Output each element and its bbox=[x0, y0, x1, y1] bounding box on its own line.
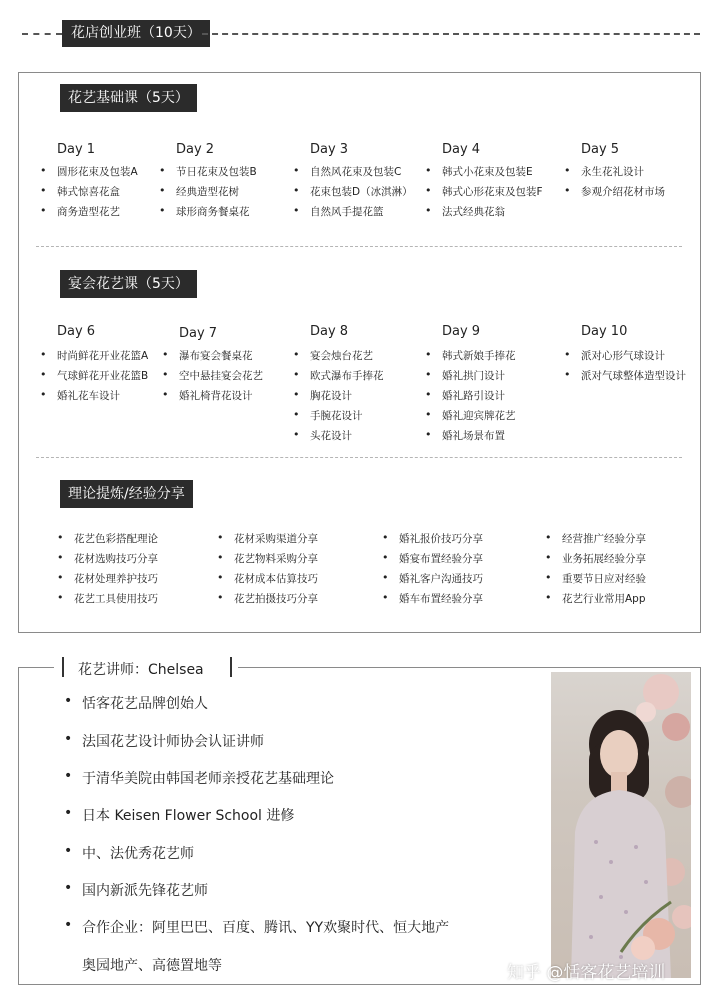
course-item: • 圆形花束及包装A bbox=[57, 164, 138, 179]
theory-item: • 花材成本估算技巧 bbox=[234, 571, 318, 586]
theory-item: • 经营推广经验分享 bbox=[562, 531, 646, 546]
watermark: 知乎 @恬客花艺培训 bbox=[507, 963, 666, 983]
bullet-icon: • bbox=[64, 693, 73, 709]
course-item: • 空中悬挂宴会花艺 bbox=[179, 368, 263, 383]
course-item: • 宴会烛台花艺 bbox=[310, 348, 373, 363]
theory-item: • 花艺拍摄技巧分享 bbox=[234, 591, 318, 606]
course-item: • 婚礼路引设计 bbox=[442, 388, 505, 403]
course-item: • 自然风花束及包装C bbox=[310, 164, 401, 179]
instructor-credential: 国内新派先锋花艺师 bbox=[82, 883, 208, 899]
course-item: • 韩式惊喜花盒 bbox=[57, 184, 120, 199]
course-item: • 球形商务餐桌花 bbox=[176, 204, 250, 219]
bullet-icon: • bbox=[64, 880, 73, 896]
bullet-icon: • bbox=[64, 843, 73, 859]
instructor-credential: 奥园地产、高德置地等 bbox=[82, 958, 222, 974]
bullet-icon: • bbox=[64, 768, 73, 784]
theory-item: • 重要节日应对经验 bbox=[562, 571, 646, 586]
header-divider-right bbox=[202, 33, 700, 35]
instructor-credential: 法国花艺设计师协会认证讲师 bbox=[82, 734, 264, 750]
section-label-banquet: 宴会花艺课（5天） bbox=[60, 270, 197, 298]
day-title: Day 5 bbox=[581, 142, 620, 157]
day-title: Day 10 bbox=[581, 324, 628, 339]
theory-item: • 业务拓展经验分享 bbox=[562, 551, 646, 566]
theory-item: • 婚礼客户沟通技巧 bbox=[399, 571, 483, 586]
day-title: Day 2 bbox=[176, 142, 215, 157]
instructor-credential: 合作企业：阿里巴巴、百度、腾讯、YY欢聚时代、恒大地产 bbox=[82, 920, 450, 936]
day-title: Day 8 bbox=[310, 324, 349, 339]
instructor-credential: 中、法优秀花艺师 bbox=[82, 846, 194, 862]
theory-item: • 婚礼报价技巧分享 bbox=[399, 531, 483, 546]
theory-item: • 花艺物料采购分享 bbox=[234, 551, 318, 566]
theory-item: • 花艺色彩搭配理论 bbox=[74, 531, 158, 546]
day-title: Day 3 bbox=[310, 142, 349, 157]
course-item: • 婚礼椅背花设计 bbox=[179, 388, 253, 403]
instructor-photo bbox=[551, 672, 691, 978]
instructor-credential: 日本 Keisen Flower School 进修 bbox=[82, 808, 295, 824]
title-bar-right bbox=[230, 657, 232, 677]
title-bar-left bbox=[62, 657, 64, 677]
section-separator bbox=[36, 246, 682, 247]
section-label-theory: 理论提炼/经验分享 bbox=[60, 480, 193, 508]
bullet-icon: • bbox=[64, 917, 73, 933]
course-item: • 节日花束及包装B bbox=[176, 164, 257, 179]
day-title: Day 1 bbox=[57, 142, 96, 157]
course-item: • 气球鲜花开业花篮B bbox=[57, 368, 148, 383]
course-item: • 自然风手提花篮 bbox=[310, 204, 384, 219]
bullet-icon: • bbox=[64, 731, 73, 747]
course-item: • 瀑布宴会餐桌花 bbox=[179, 348, 253, 363]
course-item: • 花束包装D（冰淇淋） bbox=[310, 184, 413, 199]
course-item: • 商务造型花艺 bbox=[57, 204, 120, 219]
day-title: Day 7 bbox=[179, 326, 218, 341]
theory-item: • 花艺工具使用技巧 bbox=[74, 591, 158, 606]
course-item: • 头花设计 bbox=[310, 428, 352, 443]
course-item: • 经典造型花树 bbox=[176, 184, 239, 199]
course-item: • 派对气球整体造型设计 bbox=[581, 368, 686, 383]
day-title: Day 9 bbox=[442, 324, 481, 339]
course-item: • 婚礼拱门设计 bbox=[442, 368, 505, 383]
theory-item: • 婚宴布置经验分享 bbox=[399, 551, 483, 566]
day-title: Day 6 bbox=[57, 324, 96, 339]
course-item: • 婚礼场景布置 bbox=[442, 428, 505, 443]
bullet-icon: • bbox=[64, 805, 73, 821]
day-title: Day 4 bbox=[442, 142, 481, 157]
instructor-credential: 于清华美院由韩国老师亲授花艺基础理论 bbox=[82, 771, 334, 787]
page-title: 花店创业班（10天） bbox=[62, 20, 210, 47]
section-separator bbox=[36, 457, 682, 458]
course-item: • 婚礼花车设计 bbox=[57, 388, 120, 403]
course-item: • 时尚鲜花开业花篮A bbox=[57, 348, 148, 363]
course-item: • 永生花礼设计 bbox=[581, 164, 644, 179]
theory-item: • 花艺行业常用App bbox=[562, 591, 646, 606]
instructor-title: 花艺讲师：Chelsea bbox=[78, 662, 204, 678]
course-item: • 胸花设计 bbox=[310, 388, 352, 403]
theory-item: • 花材处理养护技巧 bbox=[74, 571, 158, 586]
theory-item: • 婚车布置经验分享 bbox=[399, 591, 483, 606]
course-item: • 法式经典花翁 bbox=[442, 204, 505, 219]
course-item: • 韩式心形花束及包装F bbox=[442, 184, 543, 199]
section-label-basic: 花艺基础课（5天） bbox=[60, 84, 197, 112]
header-divider-left bbox=[22, 33, 62, 35]
course-item: • 派对心形气球设计 bbox=[581, 348, 665, 363]
theory-item: • 花材选购技巧分享 bbox=[74, 551, 158, 566]
course-item: • 韩式新娘手捧花 bbox=[442, 348, 516, 363]
course-item: • 参观介绍花材市场 bbox=[581, 184, 665, 199]
portrait-illustration bbox=[551, 672, 691, 978]
course-item: • 婚礼迎宾牌花艺 bbox=[442, 408, 516, 423]
course-item: • 韩式小花束及包装E bbox=[442, 164, 533, 179]
course-item: • 手腕花设计 bbox=[310, 408, 363, 423]
instructor-credential: 恬客花艺品牌创始人 bbox=[82, 696, 208, 712]
course-item: • 欧式瀑布手捧花 bbox=[310, 368, 384, 383]
theory-item: • 花材采购渠道分享 bbox=[234, 531, 318, 546]
